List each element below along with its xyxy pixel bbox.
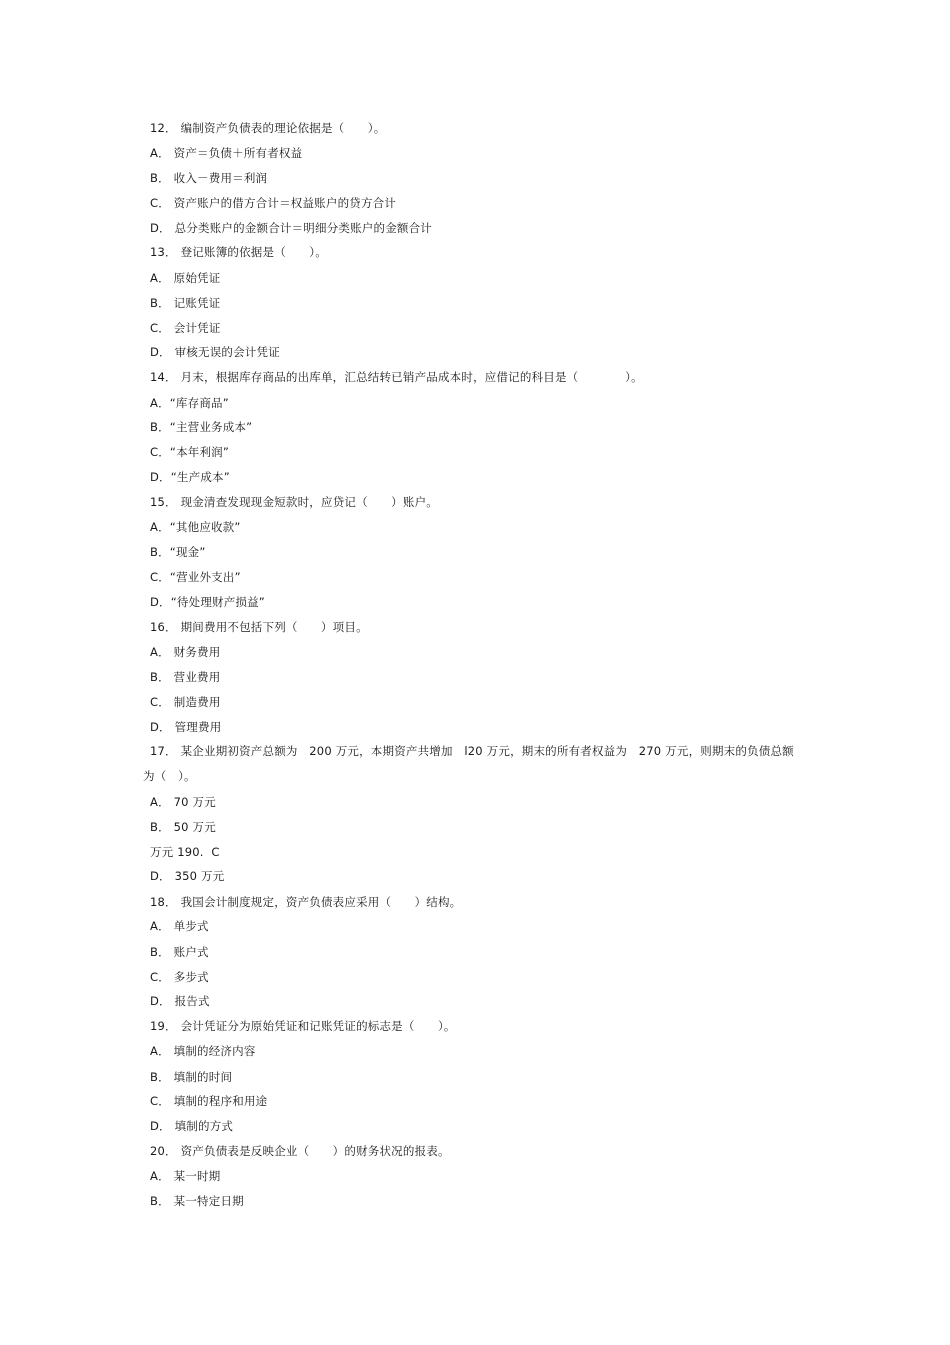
option-17-b: B． 50 万元 [150, 820, 216, 834]
option-12-c: C． 资产账户的借方合计＝权益账户的贷方合计 [150, 196, 397, 210]
option-18-d: D． 报告式 [150, 994, 210, 1008]
option-13-b: B． 记账凭证 [150, 296, 221, 310]
question-17-continued: 为（ ）。 [143, 769, 196, 783]
question-15: 15． 现金清查发现现金短款时，应贷记（ ）账户。 [150, 495, 438, 509]
option-19-b: B． 填制的时间 [150, 1070, 233, 1084]
option-18-c: C． 多步式 [150, 970, 209, 984]
option-16-d: D． 管理费用 [150, 720, 222, 734]
question-16: 16． 期间费用不包括下列（ ）项目。 [150, 620, 368, 634]
question-18: 18． 我国会计制度规定，资产负债表应采用（ ）结构。 [150, 895, 462, 909]
option-14-d: D．“生产成本” [150, 470, 230, 484]
option-19-c: C． 填制的程序和用途 [150, 1094, 268, 1108]
question-19: 19． 会计凭证分为原始凭证和记账凭证的标志是（ ）。 [150, 1019, 456, 1033]
option-14-a: A．“库存商品” [150, 396, 229, 410]
option-17-a: A． 70 万元 [150, 795, 216, 809]
option-17-c: 万元 190. C [150, 845, 220, 859]
option-13-a: A． 原始凭证 [150, 271, 221, 285]
option-14-c: C．“本年利润” [150, 445, 230, 459]
option-15-d: D．“待处理财产损益” [150, 595, 265, 609]
option-15-a: A．“其他应收款” [150, 520, 241, 534]
option-16-c: C． 制造费用 [150, 695, 221, 709]
option-12-a: A． 资产＝负债＋所有者权益 [150, 146, 303, 160]
option-18-b: B． 账户式 [150, 945, 209, 959]
question-17: 17． 某企业期初资产总额为 200 万元，本期资产共增加 l20 万元，期末的所有者权益为 270 万元，则期末的负债总额 [150, 744, 794, 758]
option-16-a: A． 财务费用 [150, 645, 221, 659]
question-13: 13． 登记账簿的依据是（ ）。 [150, 245, 327, 259]
option-12-b: B． 收入－费用＝利润 [150, 171, 268, 185]
option-12-d: D． 总分类账户的金额合计＝明细分类账户的金额合计 [150, 221, 433, 235]
option-13-d: D． 审核无误的会计凭证 [150, 345, 280, 359]
option-15-c: C．“营业外支出” [150, 570, 241, 584]
option-16-b: B． 营业费用 [150, 670, 221, 684]
option-14-b: B．“主营业务成本” [150, 420, 253, 434]
option-20-b: B． 某一特定日期 [150, 1194, 244, 1208]
option-19-d: D． 填制的方式 [150, 1119, 234, 1133]
option-18-a: A． 单步式 [150, 919, 209, 933]
option-15-b: B．“现金” [150, 545, 206, 559]
question-14: 14． 月末，根据库存商品的出库单，汇总结转已销产品成本时，应借记的科目是（ ）。 [150, 370, 643, 384]
question-12: 12． 编制资产负债表的理论依据是（ ）。 [150, 121, 386, 135]
option-20-a: A． 某一时期 [150, 1169, 221, 1183]
question-20: 20． 资产负债表是反映企业（ ）的财务状况的报表。 [150, 1144, 450, 1158]
option-17-d: D． 350 万元 [150, 869, 225, 883]
option-19-a: A． 填制的经济内容 [150, 1044, 256, 1058]
option-13-c: C． 会计凭证 [150, 321, 221, 335]
